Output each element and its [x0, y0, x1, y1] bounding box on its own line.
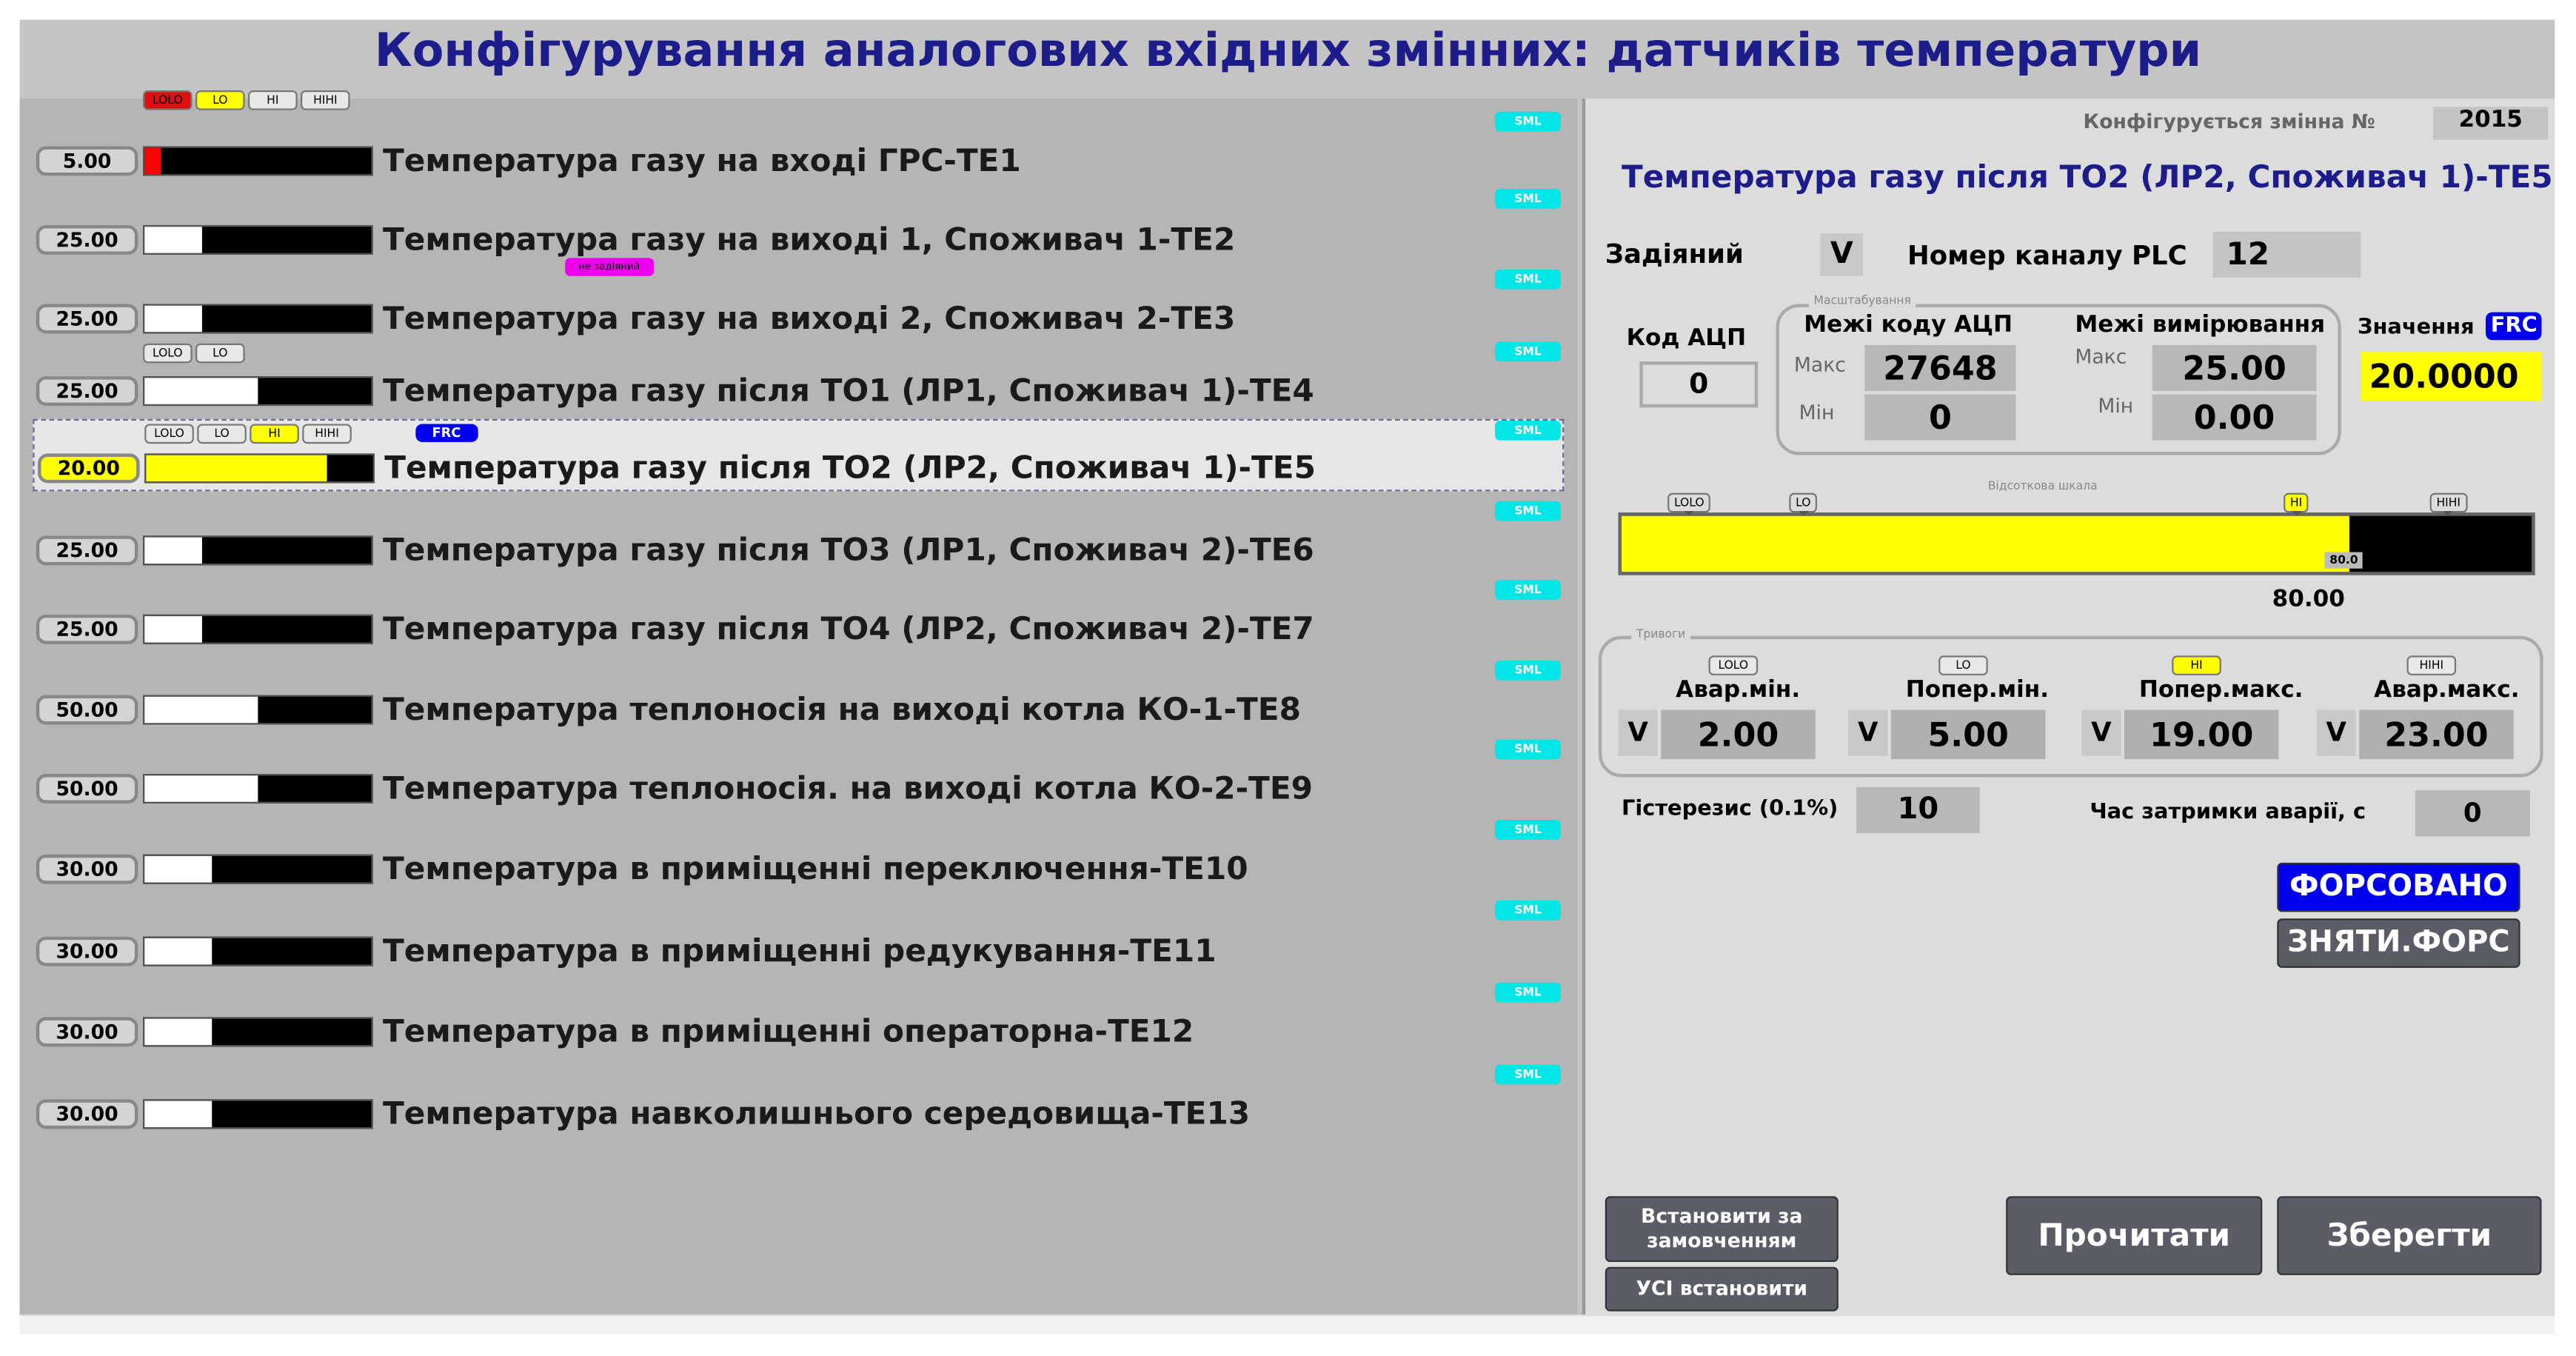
horizontal-scrollbar[interactable] [20, 1315, 2555, 1335]
alarms-label: Тривоги [1631, 628, 1690, 641]
sensor-bar-fill [144, 1101, 213, 1128]
sensor-bar [144, 453, 375, 483]
alarm-tag: HIHI [301, 90, 350, 110]
lolo-marker: LOLO [1667, 493, 1710, 513]
alarm-tag: LOLO [1709, 655, 1759, 675]
alarm-tag: LOLO [144, 424, 194, 444]
sml-button[interactable]: SML [1495, 112, 1561, 132]
selected-var-name: Температура газу після ТО2 (ЛР2, Споживач 1)-ТЕ5 [1621, 159, 2553, 196]
meas-min-field[interactable]: 0.00 [2152, 395, 2317, 441]
page-title: Конфігурування аналогових вхідних змінних: датчиків температури [374, 23, 2202, 78]
sensor-bar [143, 376, 373, 406]
sml-button[interactable]: SML [1495, 580, 1561, 600]
sensor-bar-fill [144, 616, 201, 643]
sensor-label: Температура газу на виході 2, Споживач 2-ТЕ3 [382, 301, 1236, 337]
sensor-row[interactable] [20, 659, 1577, 732]
alarm-tags [144, 424, 352, 444]
sensor-value: 5.00 [36, 146, 138, 176]
var-no-label: Конфігурується змінна № [2083, 110, 2375, 133]
sensor-row[interactable] [20, 738, 1577, 810]
meas-min-label: Мін [2098, 394, 2134, 418]
delay-field[interactable]: 0 [2415, 790, 2530, 836]
meas-max-label: Макс [2075, 344, 2127, 369]
sensor-label: Температура в приміщенні редукування-ТЕ11 [382, 933, 1217, 970]
alarm-label: Попер.мін. [1905, 677, 2050, 704]
delay-label: Час затримки аварії, с [2090, 800, 2366, 825]
sensor-bar-fill [144, 538, 201, 564]
alarm-enable-checkbox[interactable]: V [1848, 710, 1887, 756]
sml-button[interactable]: SML [1495, 1065, 1561, 1085]
sensor-bar-fill [144, 148, 160, 175]
sensor-bar-fill [144, 306, 201, 333]
hihi-marker: HIHI [2430, 493, 2467, 513]
sensor-value: 25.00 [36, 304, 138, 333]
sensor-value: 50.00 [36, 695, 138, 725]
unforce-button[interactable]: ЗНЯТИ.ФОРС [2277, 918, 2520, 968]
sensor-value: 30.00 [36, 937, 138, 966]
sml-button[interactable]: SML [1495, 189, 1561, 209]
status-badge: не задіяний [565, 258, 653, 275]
sensor-bar-fill [144, 227, 201, 253]
alarm-tag: HIHI [302, 424, 352, 444]
alarm-label: Авар.мін. [1676, 677, 1801, 704]
save-button[interactable]: Зберегти [2277, 1196, 2541, 1275]
sensor-row[interactable] [20, 818, 1577, 891]
alarm-tag: LO [1938, 655, 1988, 675]
sensor-label: Температура навколишнього середовища-ТЕ13 [382, 1095, 1251, 1132]
alarm-tags [143, 344, 245, 364]
read-button[interactable]: Прочитати [2006, 1196, 2262, 1275]
sml-button[interactable]: SML [1495, 342, 1561, 362]
scale-pointer: 80.0 [2325, 552, 2363, 569]
sensor-value: 30.00 [36, 1099, 138, 1129]
sensor-bar [143, 304, 373, 333]
sml-button[interactable]: SML [1495, 820, 1561, 840]
value-label: Значення [2357, 315, 2475, 341]
alarm-tag: HI [248, 90, 298, 110]
sensor-bar [143, 535, 373, 565]
sensor-value: 25.00 [36, 615, 138, 644]
alarm-enable-checkbox[interactable]: V [2317, 710, 2356, 756]
sensor-value: 20.00 [38, 453, 140, 483]
alarm-tags [143, 90, 350, 110]
sml-button[interactable]: SML [1495, 501, 1561, 521]
alarm-value-field[interactable]: 5.00 [1891, 710, 2046, 760]
hysteresis-label: Гістерезис (0.1%) [1621, 797, 1839, 822]
adc-max-label: Макс [1793, 353, 1846, 377]
sensor-bar [143, 1099, 373, 1129]
sensor-bar-fill [144, 775, 258, 802]
sensor-bar [143, 695, 373, 725]
alarm-tag: LO [195, 90, 245, 110]
adc-min-label: Мін [1799, 401, 1835, 424]
sensor-bar-fill [144, 938, 213, 965]
sensor-bar [143, 1017, 373, 1046]
scaling-label: Масштабування [1809, 294, 1916, 307]
sensor-row[interactable] [20, 93, 1577, 183]
sensor-row[interactable] [20, 981, 1577, 1054]
sml-button[interactable]: SML [1495, 270, 1561, 290]
sensor-value: 25.00 [36, 225, 138, 255]
set-default-button[interactable]: Встановити за замовченням [1605, 1196, 1839, 1262]
sensor-label: Температура газу після ТО4 (ЛР2, Споживач 2)-ТЕ7 [382, 611, 1314, 648]
sensor-value: 25.00 [36, 376, 138, 406]
hysteresis-field[interactable]: 10 [1856, 787, 1979, 833]
percent-scale [1619, 496, 2535, 575]
sensor-row[interactable] [20, 340, 1577, 413]
sensor-bar-fill [144, 856, 213, 883]
sensor-label: Температура теплоносія на виході котла КО-1-ТЕ8 [382, 692, 1301, 728]
sensor-row[interactable] [20, 189, 1577, 261]
sensor-label: Температура в приміщенні переключення-ТЕ10 [382, 851, 1248, 888]
sensor-bar [143, 937, 373, 966]
frc-badge: FRC [415, 424, 477, 441]
var-no-field: 2015 [2433, 107, 2548, 139]
sensor-value: 30.00 [36, 855, 138, 884]
config-panel [1582, 98, 2555, 1315]
sml-button[interactable]: SML [1495, 661, 1561, 681]
sml-button[interactable]: SML [1495, 421, 1561, 441]
sml-button[interactable]: SML [1495, 901, 1561, 921]
sensor-value: 30.00 [36, 1017, 138, 1046]
sensor-row[interactable] [20, 901, 1577, 973]
alarm-tag: LOLO [143, 90, 193, 110]
sml-button[interactable]: SML [1495, 739, 1561, 759]
alarm-tag: HI [250, 424, 299, 444]
alarm-value-field[interactable]: 23.00 [2359, 710, 2514, 760]
sensor-bar [143, 615, 373, 644]
alarm-label: Попер.макс. [2138, 677, 2304, 704]
value-field: 20.0000 [2361, 352, 2541, 401]
sensor-bar-fill [144, 378, 258, 404]
alarm-tag: LO [195, 344, 245, 364]
sensor-label: Температура газу на виході 1, Споживач 1-ТЕ2 [382, 221, 1236, 258]
sensor-label: Температура газу після ТО2 (ЛР2, Споживач 1)-ТЕ5 [384, 450, 1316, 487]
meas-max-field[interactable]: 25.00 [2152, 345, 2317, 391]
sensor-bar-fill [144, 697, 258, 724]
sensor-value: 50.00 [36, 774, 138, 804]
alarm-tag: HIHI [2407, 655, 2457, 675]
sensor-row[interactable] [33, 419, 1564, 492]
alarm-enable-checkbox[interactable]: V [2081, 710, 2121, 756]
alarm-tag: LOLO [143, 344, 193, 364]
sensor-label: Температура газу на вході ГРС-ТЕ1 [382, 143, 1021, 179]
hi-marker: HI [2284, 493, 2309, 513]
sensor-row[interactable] [20, 261, 1577, 341]
sensor-row[interactable] [20, 500, 1577, 572]
scale-label: Відсоткова шкала [1987, 479, 2098, 493]
alarm-value-field[interactable]: 2.00 [1661, 710, 1816, 760]
alarm-enable-checkbox[interactable]: V [1619, 710, 1658, 756]
sensor-value: 25.00 [36, 535, 138, 565]
meas-limits-label: Межі вимірювання [2075, 312, 2326, 339]
sensor-bar [143, 855, 373, 884]
forced-button[interactable]: ФОРСОВАНО [2277, 863, 2520, 912]
sensor-bar [143, 146, 373, 176]
frc-badge: FRC [2486, 313, 2542, 341]
adc-limits-label: Межі коду АЦП [1804, 312, 2013, 339]
set-all-button[interactable]: УСІ встановити [1605, 1267, 1839, 1312]
alarm-value-field[interactable]: 19.00 [2124, 710, 2279, 760]
sensor-bar [143, 774, 373, 804]
sensor-bar-fill [146, 455, 327, 482]
sensor-row[interactable] [20, 1063, 1577, 1136]
alarm-label: Авар.макс. [2374, 677, 2520, 704]
alarm-tag: HI [2172, 655, 2221, 675]
sensor-row[interactable] [20, 578, 1577, 651]
percent-scale-fill [1622, 516, 2349, 572]
plc-label: Номер каналу PLC [1907, 239, 2187, 272]
sensor-bar-fill [144, 1019, 213, 1046]
scale-value: 80.00 [2272, 587, 2345, 613]
enabled-checkbox[interactable]: V [1820, 233, 1863, 276]
sml-button[interactable]: SML [1495, 983, 1561, 1003]
lo-marker: LO [1789, 493, 1817, 513]
adc-min-field[interactable]: 0 [1864, 395, 2015, 441]
adc-max-field[interactable]: 27648 [1864, 345, 2015, 391]
sensor-label: Температура теплоносія. на виході котла КО-2-ТЕ9 [382, 770, 1313, 807]
plc-field[interactable]: 12 [2213, 232, 2361, 278]
enabled-label: Задіяний [1605, 238, 1744, 270]
adc-field: 0 [1639, 361, 1758, 407]
sensor-label: Температура газу після ТО3 (ЛР1, Споживач 2)-ТЕ6 [382, 532, 1314, 569]
sensor-label: Температура в приміщенні операторна-ТЕ12 [382, 1013, 1194, 1050]
adc-label: Код АЦП [1626, 325, 1747, 352]
sensor-bar [143, 225, 373, 255]
alarm-tag: LO [197, 424, 247, 444]
sensor-label: Температура газу після ТО1 (ЛР1, Споживач 1)-ТЕ4 [382, 373, 1314, 410]
sensor-list [20, 93, 1577, 1315]
